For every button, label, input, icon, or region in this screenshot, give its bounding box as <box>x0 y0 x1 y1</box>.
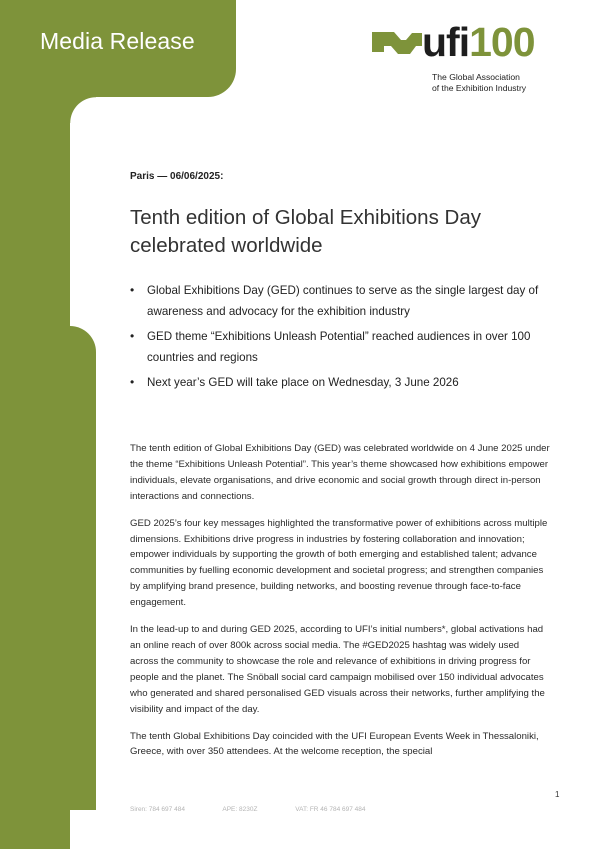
highlight-text: Global Exhibitions Day (GED) continues to serve as the single largest day of awareness and advocacy for the exhibition industry <box>147 284 539 318</box>
footer-ape: APE: 8230Z <box>222 806 258 813</box>
bullet-icon: • <box>130 375 135 389</box>
body-paragraph: In the lead-up to and during GED 2025, according to UFI’s initial numbers*, global activations had an online reach of over 800k across social media. The #GED2025 hashtag was widely used across the community to showcase the role and relevance of exhibitions in driving progress for people and the planet. The Snöball social card campaign mobilised over 150 individual advocates who generated and shared personalised GED visuals across their networks, further amplifying the visibility and impact of the day. <box>130 624 545 715</box>
headline: Tenth edition of Global Exhibitions Day celebrated worldwide <box>130 206 481 257</box>
wordmark-prefix: ufi <box>422 19 470 65</box>
footer <box>130 806 402 813</box>
page-number: 1 <box>555 790 560 799</box>
tagline-line-2: of the Exhibition Industry <box>432 83 527 93</box>
ufi-wordmark <box>422 20 535 64</box>
highlight-text: Next year’s GED will take place on Wednesday, 3 June 2026 <box>147 376 459 389</box>
highlight-item <box>130 372 550 393</box>
tagline-line-1: The Global Association <box>432 72 520 82</box>
body-text <box>130 441 550 771</box>
dateline: Paris — 06/06/2025: <box>130 171 224 182</box>
body-paragraph: GED 2025’s four key messages highlighted the transformative power of exhibitions across multiple dimensions. Exhibitions drive progress in industries by fostering collaboration and innovation; empower individuals by supporting the growth of both emerging and established talent; advance communities by fuelling economic development and societal progress; and strengthen companies by amplifying brand presence, building networks, and boosting revenue through face-to-face engagement. <box>130 517 548 609</box>
release-label: Media Release <box>40 28 195 54</box>
ufi-tagline <box>432 72 526 94</box>
bullet-icon: • <box>130 329 135 343</box>
band-inner-curve <box>70 97 96 123</box>
highlight-item <box>130 280 550 322</box>
body-paragraph: The tenth edition of Global Exhibitions Day (GED) was celebrated worldwide on 4 June 2025 under the theme “Exhibitions Unleash Potential”. This year’s theme showcased how exhibitions empower individuals, elevate organisations, and drive economic and social growth through direct in-person interactions and connections. <box>130 443 550 502</box>
footer-siren: Siren: 784 697 484 <box>130 806 185 813</box>
ufi-logo-mark-icon <box>372 32 428 62</box>
highlights-list <box>130 280 550 397</box>
wordmark-number: 100 <box>469 19 535 65</box>
bullet-icon: • <box>130 283 135 297</box>
left-margin-bump <box>0 326 96 810</box>
ufi-logo <box>372 19 562 102</box>
highlight-text: GED theme “Exhibitions Unleash Potential” reached audiences in over 100 countries and regions <box>147 330 531 364</box>
body-paragraph: The tenth Global Exhibitions Day coincided with the UFI European Events Week in Thessaloniki, Greece, with over 350 attendees. At the welcome reception, the special <box>130 730 539 758</box>
highlight-item <box>130 326 550 368</box>
footer-vat: VAT: FR 46 784 697 484 <box>295 806 366 813</box>
